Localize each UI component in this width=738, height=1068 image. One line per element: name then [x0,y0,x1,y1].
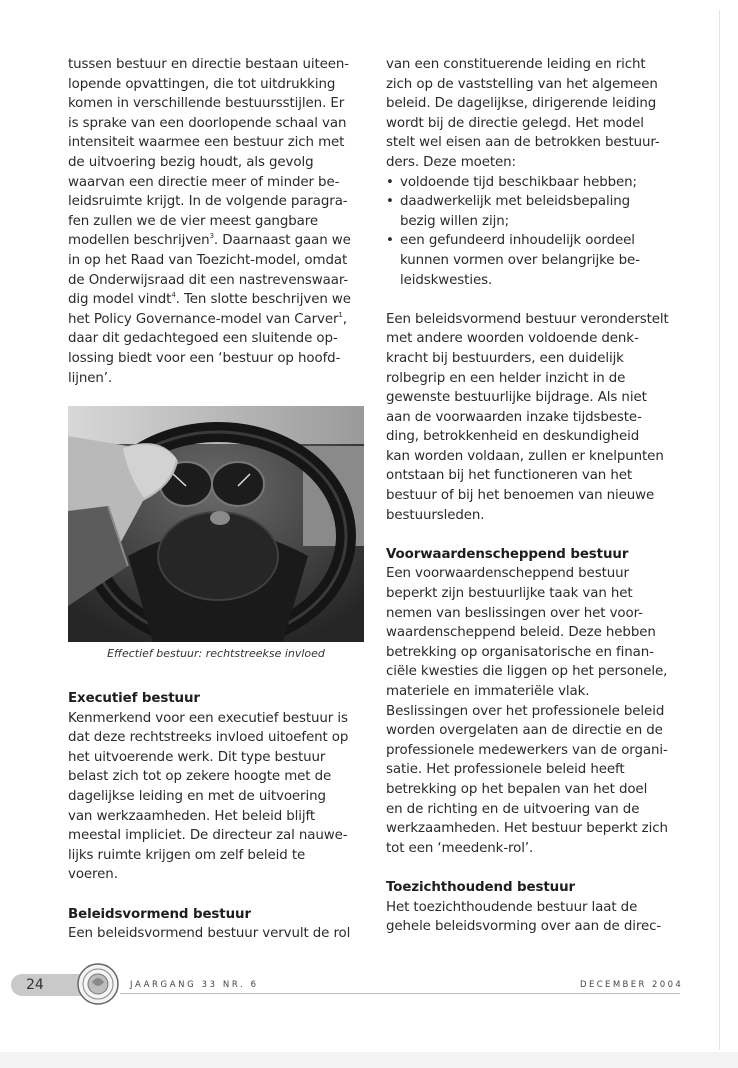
page-edge [719,10,720,1050]
text-line: meestal impliciet. De directeur zal nauwe- [68,828,348,844]
text-line: ontstaan bij het functioneren van het [386,468,633,484]
paragraph-gap [68,885,364,905]
text-line: bestuursleden. [386,507,485,523]
text-line: de Onderwijsraad dit een nastrevenswaar- [68,272,349,288]
paragraph-gap [386,525,686,545]
text-line: komen in verschillende bestuursstijlen. Er [68,96,345,112]
text-line: fen zullen we de vier meest gangbare [68,213,318,229]
text-line: dat deze rechtstreeks invloed uitoefent op [68,730,349,746]
text-line: ders. Deze moeten: [386,154,516,170]
text-line: werkzaamheden. Het bestuur beperkt zich [386,821,668,837]
text-fragment: modellen beschrijven [68,233,210,249]
text-line: gewenste bestuurlijke bijdrage. Als niet [386,390,647,406]
photo-caption: Effectief bestuur: rechtstreekse invloed [107,647,325,660]
text-line: Kenmerkend voor een executief bestuur is [68,710,348,726]
text-line: waarvan een directie meer of minder be- [68,174,340,190]
text-fragment: . Daarnaast gaan we [213,233,351,249]
section-voorwaardenscheppend [386,545,686,859]
text-line: Een voorwaardenscheppend bestuur [386,566,629,582]
text-fragment: , [342,311,347,327]
page-number: 24 [26,977,44,993]
text-line: en de richting en de uitvoering van de [386,801,640,817]
steering-wheel-image [68,406,364,642]
text-line: satie. Het professionele beleid heeft [386,762,625,778]
section-executief [68,689,364,885]
text-line: belast zich tot op zekere hoogte met de [68,769,332,785]
text-line: een gefundeerd inhoudelijk oordeel [400,233,635,249]
text-line [68,310,364,330]
footnote-mark: 4 [171,291,176,300]
journal-issue: JAARGANG 33 NR. 6 [130,980,259,990]
paragraph-gap [386,858,686,878]
paragraph-gap [386,290,686,310]
text-line: zich op de vaststelling van het algemeen [386,76,658,92]
section-heading: Voorwaardenscheppend bestuur [386,546,629,562]
text-line: ciële kwesties die liggen op het personele, [386,664,668,680]
list-item [386,173,686,193]
intro-paragraph-right [386,55,686,173]
section-beleidsvormend [68,905,364,944]
text-fragment: dig model vindt [68,292,172,308]
text-line: lossing biedt voor een ‘bestuur op hoofd- [68,350,341,366]
journal-seal-icon [76,962,120,1006]
left-column [68,55,364,388]
text-line: kracht bij bestuurders, een duidelijk [386,350,624,366]
text-line: intensiteit waarmee een bestuur zich met [68,135,345,151]
text-line: het uitvoerende werk. Dit type bestuur [68,749,326,765]
text-line [68,231,364,251]
text-line: Een beleidsvormend bestuur veronderstelt [386,311,669,327]
text-line: waardenscheppend beleid. Deze hebben [386,625,656,641]
text-line: aan de voorwaarden inzake tijdsbeste- [386,409,642,425]
text-line: bezig willen zijn; [400,213,510,229]
text-line: tot een ‘meedenk-rol’. [386,840,534,856]
list-item [386,231,686,290]
text-line: nemen van beslissingen over het voor- [386,605,643,621]
text-line: bestuur of bij het benoemen van nieuwe [386,488,655,504]
footnote-mark: 3 [209,232,214,241]
text-line: van een constituerende leiding en richt [386,57,646,72]
section-heading: Toezichthoudend bestuur [386,879,576,895]
intro-paragraph-left [68,55,364,388]
section-heading: Executief bestuur [68,691,200,706]
issue-date: DECEMBER 2004 [580,980,684,990]
text-line: lijnen’. [68,370,113,386]
text-fragment: het Policy Governance-model van Carver [68,311,339,327]
text-line: voldoende tijd beschikbaar hebben; [400,174,637,190]
paragraph-beleidsvormend-cont [386,310,686,526]
text-line: kunnen vormen over belangrijke be- [400,252,640,268]
text-line: met andere woorden voldoende denk- [386,331,639,347]
text-line: stelt wel eisen aan de betrokken bestuur- [386,135,660,151]
text-line: daadwerkelijk met beleidsbepaling [400,194,631,210]
text-line: Beslissingen over het professionele beleid [386,703,665,719]
text-line: betrekking op het bepalen van het doel [386,781,648,797]
footnote-mark: 1 [338,310,343,319]
text-line: leidskwesties. [400,272,493,288]
list-item [386,192,686,231]
text-line: daar dit gedachtegoed een sluitende op- [68,331,338,347]
text-line: gehele beleidsvorming over aan de direc- [386,919,662,935]
requirements-list [386,173,686,291]
text-line: kan worden voldaan, zullen er knelpunten [386,448,664,464]
text-line: in op het Raad van Toezicht-model, omdat [68,252,348,268]
footer-rule [120,993,680,994]
text-line: lopende opvattingen, die tot uitdrukking [68,76,336,92]
text-line: wordt bij de directie gelegd. Het model [386,115,644,131]
text-line: voeren. [68,867,118,883]
left-column-lower [68,689,364,944]
bullet-icon: • [386,194,394,210]
section-toezichthoudend [386,878,686,937]
text-line: dagelijkse leiding en met de uitvoering [68,788,326,804]
text-line: Het toezichthoudende bestuur laat de [386,899,638,915]
text-line: lijks ruimte krijgen om zelf beleid te [68,847,306,863]
text-line: materiele en immateriële vlak. [386,684,590,699]
scan-bottom-shade [0,1052,738,1068]
text-line: van werkzaamheden. Het beleid blijft [68,808,316,824]
bullet-icon: • [386,174,394,190]
text-line: professionele medewerkers van de organi- [386,742,668,758]
text-line: beleid. De dagelijkse, dirigerende leiding [386,96,657,112]
text-line: ding, betrokkenheid en deskundigheid [386,429,640,445]
text-line: de uitvoering bezig houdt, als gevolg [68,154,314,170]
right-column [386,55,686,937]
bullet-icon: • [386,233,394,249]
text-line [68,290,364,310]
text-line: is sprake van een doorlopende schaal van [68,115,347,131]
steering-wheel-photo [68,406,364,642]
text-line: Een beleidsvormend bestuur vervult de rol [68,926,351,942]
text-line: beperkt zijn bestuurlijke taak van het [386,586,633,602]
section-heading: Beleidsvormend bestuur [68,906,251,922]
text-line: rolbegrip en een helder inzicht in de [386,370,626,386]
text-line: leidsruimte krijgt. In de volgende paragra- [68,194,348,210]
text-fragment: . Ten slotte beschrijven we [175,292,351,308]
text-line: worden overgelaten aan de directie en de [386,723,663,739]
text-line: betrekking op organisatorische en finan- [386,644,654,660]
text-line: tussen bestuur en directie bestaan uiteen- [68,57,350,72]
